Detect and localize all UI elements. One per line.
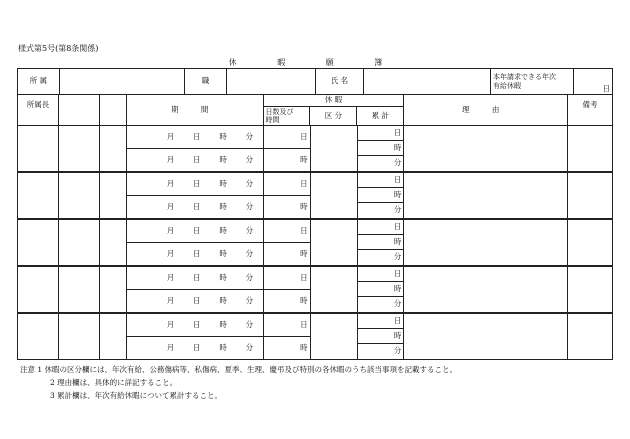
approval-cell-1[interactable] xyxy=(58,314,99,360)
name-label: 氏 名 xyxy=(316,69,364,95)
month-unit: 月 xyxy=(166,272,175,282)
month-unit: 月 xyxy=(166,154,175,164)
day-unit: 日 xyxy=(193,272,201,282)
days-field[interactable]: 日 xyxy=(263,267,310,290)
note-3: 3 累計欄は、年次有給休暇について累計すること。 xyxy=(50,391,223,400)
hour-unit: 時 xyxy=(219,201,227,211)
period-end[interactable] xyxy=(126,290,263,313)
leave-entry-block xyxy=(17,219,613,266)
column-head-of-section: 所属長 xyxy=(18,95,59,126)
approval-cell-2[interactable] xyxy=(99,314,126,360)
hour-unit: 時 xyxy=(219,248,227,258)
affiliation-field[interactable] xyxy=(60,69,185,95)
approval-cell-1[interactable] xyxy=(58,126,99,172)
affiliation-label: 所 属 xyxy=(18,69,60,95)
position-field[interactable] xyxy=(227,69,316,95)
reason-field[interactable] xyxy=(404,267,568,313)
hour-unit: 時 xyxy=(219,272,227,282)
month-unit: 月 xyxy=(166,201,175,211)
category-field[interactable] xyxy=(310,267,357,313)
category-field[interactable] xyxy=(310,314,357,360)
minute-unit: 分 xyxy=(245,178,254,188)
hours-field[interactable]: 時 xyxy=(263,290,310,313)
cumulative-days[interactable]: 日 xyxy=(357,267,404,282)
minute-unit: 分 xyxy=(245,225,254,235)
approval-cell-2[interactable] xyxy=(99,126,126,172)
category-field[interactable] xyxy=(310,220,357,266)
hours-field[interactable]: 時 xyxy=(263,337,310,360)
period-start[interactable] xyxy=(126,173,263,196)
hour-unit: 時 xyxy=(219,131,227,141)
column-category: 区 分 xyxy=(310,107,357,126)
head-approval-cell[interactable] xyxy=(18,220,59,266)
period-start[interactable] xyxy=(126,314,263,337)
approval-cell-1[interactable] xyxy=(58,173,99,219)
approval-cell-1[interactable] xyxy=(58,267,99,313)
month-unit: 月 xyxy=(166,295,175,305)
remarks-field[interactable] xyxy=(568,220,613,266)
period-end[interactable] xyxy=(126,243,263,266)
month-unit: 月 xyxy=(166,342,175,352)
column-blank-2 xyxy=(99,95,126,126)
column-remarks: 備考 xyxy=(568,95,613,126)
note-2: 2 理由欄は、具体的に詳記すること。 xyxy=(50,378,178,387)
hour-unit: 時 xyxy=(219,342,227,352)
day-unit: 日 xyxy=(193,295,201,305)
reason-field[interactable] xyxy=(404,314,568,360)
column-leave: 休 暇 xyxy=(263,95,404,107)
hour-unit: 時 xyxy=(219,178,227,188)
approval-cell-2[interactable] xyxy=(99,220,126,266)
remarks-field[interactable] xyxy=(568,314,613,360)
cumulative-days[interactable]: 日 xyxy=(357,220,404,235)
approval-cell-2[interactable] xyxy=(99,173,126,219)
hour-unit: 時 xyxy=(219,225,227,235)
reason-field[interactable] xyxy=(404,220,568,266)
cumulative-hours[interactable]: 時 xyxy=(357,188,404,203)
column-days-hours: 日数及び 時間 xyxy=(263,107,310,126)
approval-cell-1[interactable] xyxy=(58,220,99,266)
cumulative-hours[interactable]: 時 xyxy=(357,141,404,156)
period-start[interactable] xyxy=(126,126,263,149)
period-end[interactable] xyxy=(126,196,263,219)
cumulative-minutes[interactable]: 分 xyxy=(357,203,404,219)
category-field[interactable] xyxy=(310,173,357,219)
remarks-field[interactable] xyxy=(568,173,613,219)
approval-cell-2[interactable] xyxy=(99,267,126,313)
days-field[interactable]: 日 xyxy=(263,173,310,196)
column-cumulative: 累 計 xyxy=(357,107,404,126)
column-reason: 理 由 xyxy=(404,95,568,126)
month-unit: 月 xyxy=(166,248,175,258)
minute-unit: 分 xyxy=(245,201,254,211)
minute-unit: 分 xyxy=(245,295,254,305)
header-table xyxy=(17,68,613,95)
document-title: 休 暇 願 簿 xyxy=(228,58,402,67)
position-label: 職 xyxy=(185,69,227,95)
leave-entry-block xyxy=(17,313,613,360)
month-unit: 月 xyxy=(166,225,175,235)
name-field[interactable] xyxy=(364,69,491,95)
period-start[interactable] xyxy=(126,220,263,243)
cumulative-minutes[interactable]: 分 xyxy=(357,156,404,172)
reason-field[interactable] xyxy=(404,126,568,172)
cumulative-days[interactable]: 日 xyxy=(357,126,404,141)
column-blank-1 xyxy=(58,95,99,126)
remarks-field[interactable] xyxy=(568,126,613,172)
month-unit: 月 xyxy=(166,319,175,329)
hours-field[interactable]: 時 xyxy=(263,149,310,172)
cumulative-minutes[interactable]: 分 xyxy=(357,344,404,360)
leave-table xyxy=(17,94,613,126)
month-unit: 月 xyxy=(166,178,175,188)
day-unit: 日 xyxy=(193,319,201,329)
minute-unit: 分 xyxy=(245,319,254,329)
annual-leave-label: 本年請求できる年次 有給休暇 xyxy=(491,69,574,95)
day-unit: 日 xyxy=(193,154,201,164)
day-unit: 日 xyxy=(193,131,201,141)
head-approval-cell[interactable] xyxy=(18,314,59,360)
head-approval-cell[interactable] xyxy=(18,267,59,313)
annual-leave-days-field[interactable]: 日 xyxy=(574,69,613,95)
period-end[interactable] xyxy=(126,149,263,172)
cumulative-hours[interactable]: 時 xyxy=(357,235,404,250)
column-period: 期 間 xyxy=(126,95,263,126)
minute-unit: 分 xyxy=(245,248,254,258)
head-approval-cell[interactable] xyxy=(18,126,59,172)
reason-field[interactable] xyxy=(404,173,568,219)
period-end[interactable] xyxy=(126,337,263,360)
day-unit: 日 xyxy=(193,178,201,188)
cumulative-hours[interactable]: 時 xyxy=(357,329,404,344)
days-field[interactable]: 日 xyxy=(263,126,310,149)
hour-unit: 時 xyxy=(219,319,227,329)
cumulative-days[interactable]: 日 xyxy=(357,314,404,329)
days-field[interactable]: 日 xyxy=(263,314,310,337)
leave-entry-block xyxy=(17,172,613,219)
hours-field[interactable]: 時 xyxy=(263,243,310,266)
remarks-field[interactable] xyxy=(568,267,613,313)
head-approval-cell[interactable] xyxy=(18,173,59,219)
note-1: 注意 1 休暇の区分欄には、年次有給、公務傷病等、私傷病、夏季、生理、慶弔及び特別の各休暇のうち該当事項を記載すること。 xyxy=(20,365,458,374)
minute-unit: 分 xyxy=(245,342,254,352)
cumulative-minutes[interactable]: 分 xyxy=(357,250,404,266)
category-field[interactable] xyxy=(310,126,357,172)
cumulative-days[interactable]: 日 xyxy=(357,173,404,188)
notes xyxy=(20,363,457,402)
day-unit: 日 xyxy=(193,342,201,352)
day-unit: 日 xyxy=(193,225,201,235)
form-label: 様式第5号(第8条関係) xyxy=(18,44,99,53)
day-unit: 日 xyxy=(193,248,201,258)
cumulative-minutes[interactable]: 分 xyxy=(357,297,404,313)
leave-entry-block xyxy=(17,125,613,172)
period-start[interactable] xyxy=(126,267,263,290)
hour-unit: 時 xyxy=(219,295,227,305)
cumulative-hours[interactable]: 時 xyxy=(357,282,404,297)
days-field[interactable]: 日 xyxy=(263,220,310,243)
hour-unit: 時 xyxy=(219,154,227,164)
minute-unit: 分 xyxy=(245,154,254,164)
month-unit: 月 xyxy=(166,131,175,141)
day-unit: 日 xyxy=(193,201,201,211)
leave-entry-block xyxy=(17,266,613,313)
hours-field[interactable]: 時 xyxy=(263,196,310,219)
minute-unit: 分 xyxy=(245,272,254,282)
minute-unit: 分 xyxy=(245,131,254,141)
